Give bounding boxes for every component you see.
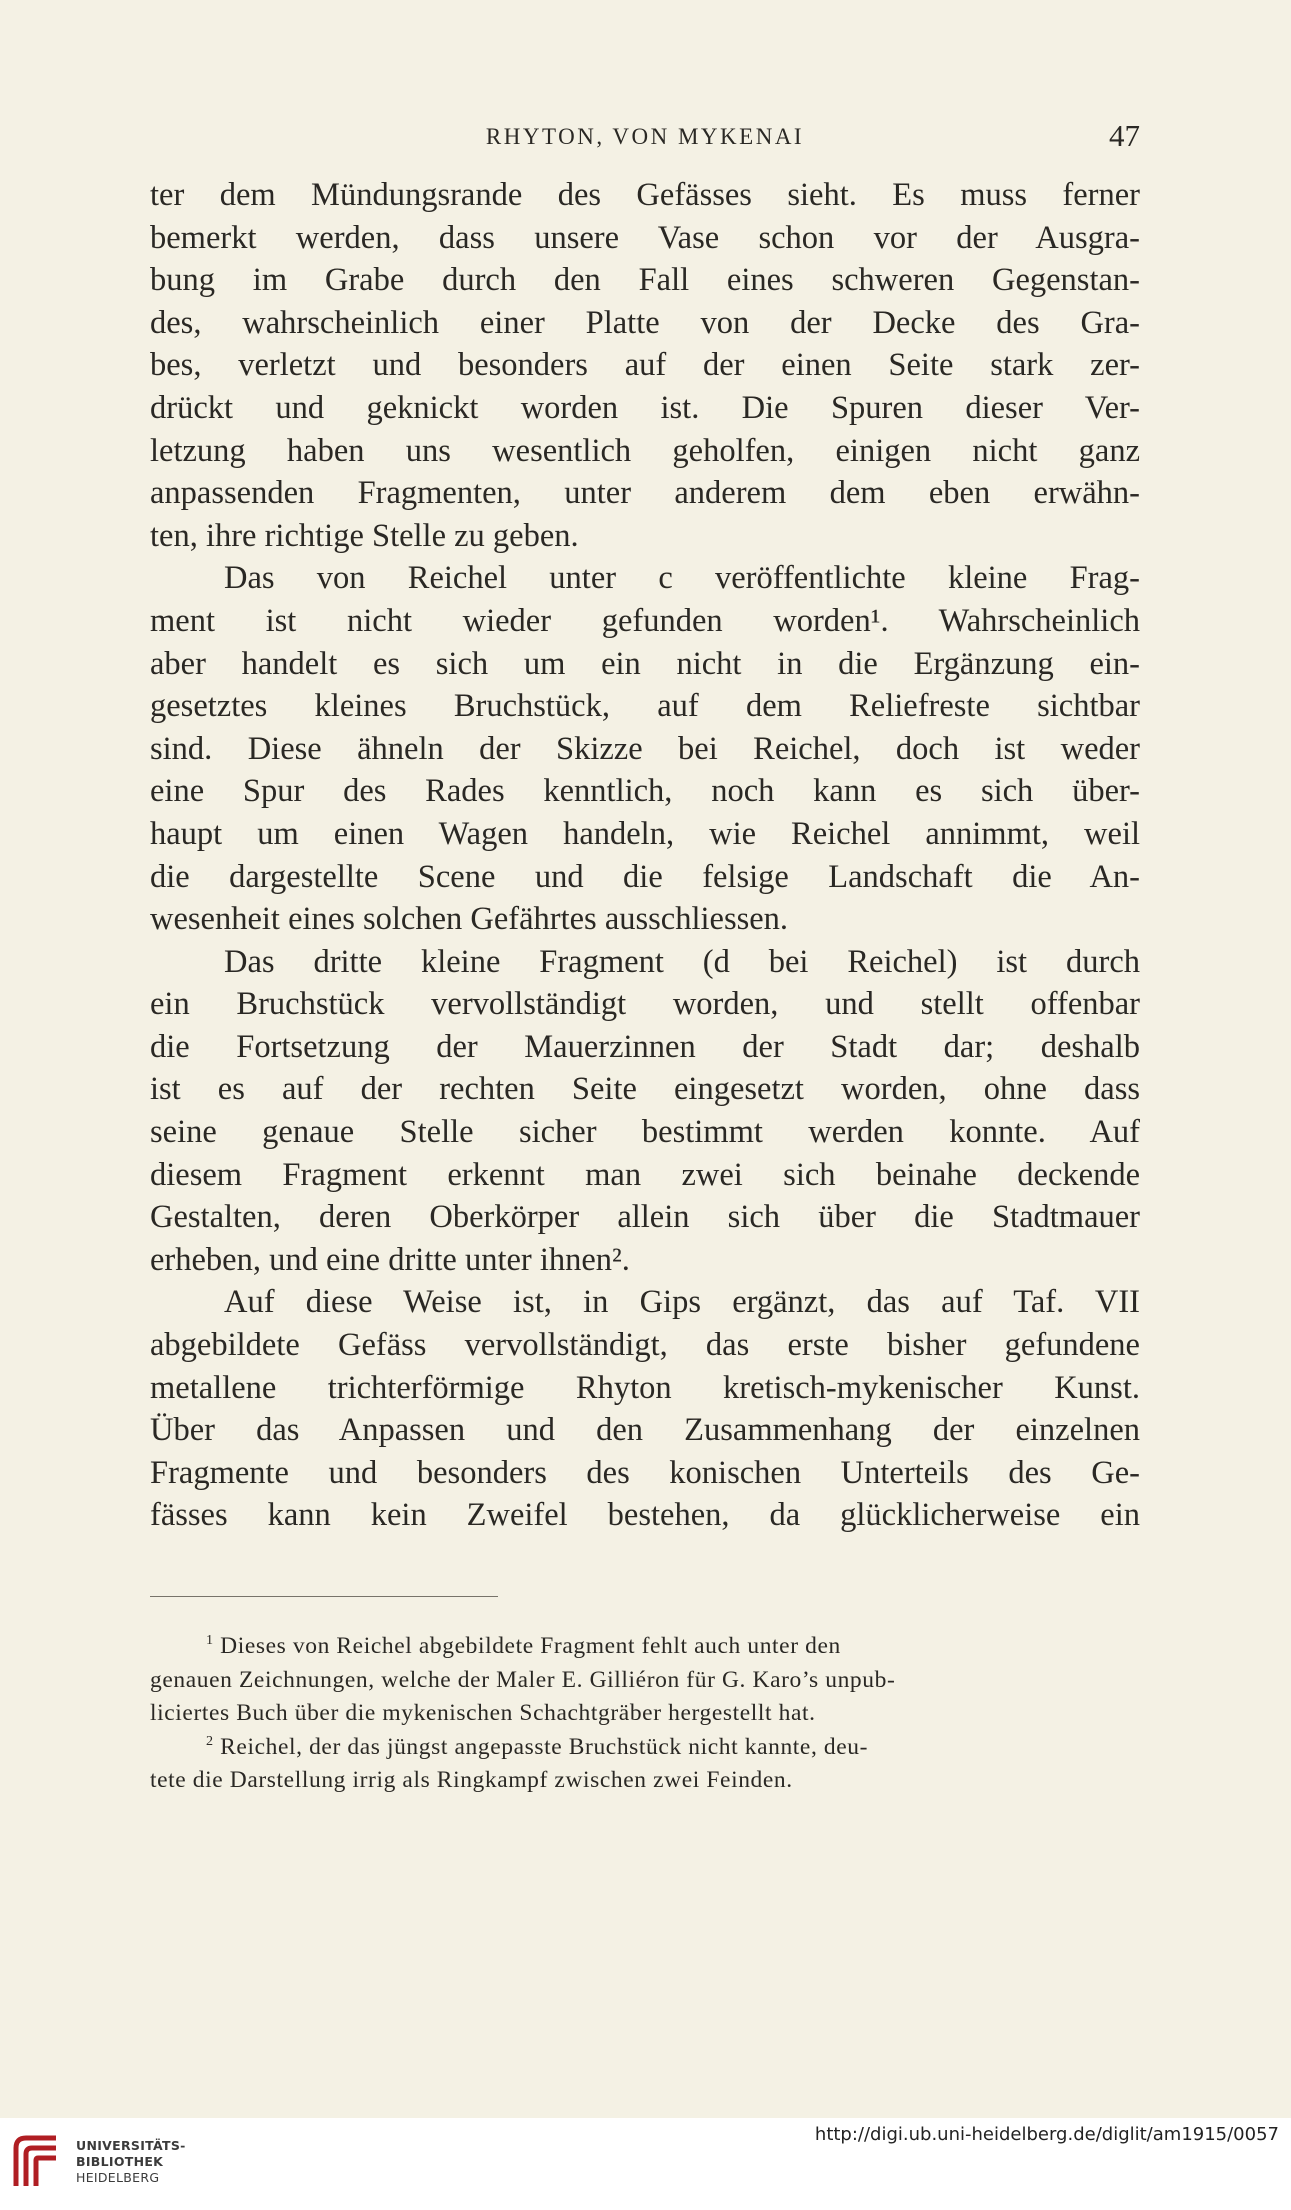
- text-line: anpassenden Fragmenten, unter anderem dem eben erwähn-: [150, 475, 1140, 512]
- text-line: ment ist nicht wieder gefunden worden¹. Wahrscheinlich: [150, 602, 1140, 639]
- body-text: [150, 174, 1140, 1537]
- text-line: des, wahrscheinlich einer Platte von der Decke des Gra-: [150, 304, 1140, 341]
- footnote: [150, 1731, 1140, 1798]
- footnote-text: Dieses von Reichel abgebildete Fragment fehlt auch unter den: [220, 1633, 841, 1659]
- footnote-marker: 2: [206, 1732, 214, 1749]
- running-title: RHYTON, VON MYKENAI: [485, 124, 805, 149]
- footnote-line: liciertes Buch über die mykenischen Schachtgräber hergestellt hat.: [150, 1700, 816, 1726]
- footnote-separator: [150, 1596, 498, 1597]
- text-line: Das von Reichel unter c veröffentlichte kleine Frag-: [224, 560, 1140, 597]
- text-line: sind. Diese ähneln der Skizze bei Reichel, doch ist weder: [150, 730, 1140, 767]
- footnote-line: [150, 1630, 1140, 1664]
- institution-name: [76, 2138, 186, 2186]
- text-line: drückt und geknickt worden ist. Die Spuren dieser Ver-: [150, 389, 1140, 426]
- text-line: Über das Anpassen und den Zusammenhang der einzelnen: [150, 1412, 1140, 1449]
- permalink-url[interactable]: http://digi.ub.uni-heidelberg.de/diglit/am1915/0057: [814, 2124, 1279, 2145]
- viewer-footer: [0, 2118, 1291, 2210]
- text-line: die dargestellte Scene und die felsige Landschaft die An-: [150, 858, 1140, 895]
- text-line: ein Bruchstück vervollständigt worden, und stellt offenbar: [150, 986, 1140, 1023]
- library-logo-icon[interactable]: [12, 2134, 64, 2194]
- footnote-line: tete die Darstellung irrig als Ringkampf zwischen zwei Feinden.: [150, 1767, 793, 1793]
- footnote: [150, 1630, 1140, 1731]
- text-line: abgebildete Gefäss vervollständigt, das erste bisher gefundene: [150, 1327, 1140, 1364]
- institution-line: BIBLIOTHEK: [76, 2154, 164, 2169]
- text-line: bung im Grabe durch den Fall eines schweren Gegenstan-: [150, 262, 1140, 299]
- running-head: [150, 118, 1140, 158]
- text-line: Gestalten, deren Oberkörper allein sich über die Stadtmauer: [150, 1199, 1140, 1236]
- text-line: Das dritte kleine Fragment (d bei Reichel) ist durch: [224, 943, 1140, 980]
- footnote-marker: 1: [206, 1632, 214, 1649]
- paragraph: [150, 941, 1140, 1282]
- footnote-text: Reichel, der das jüngst angepasste Bruchstück nicht kannte, deu-: [220, 1733, 869, 1760]
- text-line: Fragmente und besonders des konischen Unterteils des Ge-: [150, 1454, 1140, 1491]
- institution-line: UNIVERSITÄTS-: [76, 2138, 186, 2153]
- paragraph: [150, 1281, 1140, 1537]
- text-line: ter dem Mündungsrande des Gefässes sieht. Es muss ferner: [150, 177, 1140, 213]
- institution-line: HEIDELBERG: [76, 2170, 160, 2185]
- page-number: 47: [1109, 118, 1140, 153]
- text-line: die Fortsetzung der Mauerzinnen der Stadt dar; deshalb: [150, 1028, 1140, 1065]
- text-line: eine Spur des Rades kenntlich, noch kann es sich über-: [150, 773, 1140, 810]
- paragraph: [150, 557, 1140, 940]
- text-line: metallene trichterförmige Rhyton kretisch-mykenischer Kunst.: [150, 1369, 1140, 1406]
- text-line: haupt um einen Wagen handeln, wie Reichel annimmt, weil: [150, 815, 1140, 852]
- text-line: ten, ihre richtige Stelle zu geben.: [150, 517, 579, 554]
- text-line: erheben, und eine dritte unter ihnen².: [150, 1241, 630, 1278]
- text-line: bes, verletzt und besonders auf der einen Seite stark zer-: [150, 347, 1140, 384]
- text-line: aber handelt es sich um ein nicht in die Ergänzung ein-: [150, 645, 1140, 682]
- text-line: ist es auf der rechten Seite eingesetzt worden, ohne dass: [150, 1071, 1140, 1108]
- text-line: wesenheit eines solchen Gefährtes ausschliessen.: [150, 901, 789, 938]
- footnote-line: genauen Zeichnungen, welche der Maler E. Gilliéron für G. Karo’s unpub-: [150, 1666, 896, 1693]
- text-line: letzung haben uns wesentlich geholfen, einigen nicht ganz: [150, 432, 1140, 469]
- text-line: bemerkt werden, dass unsere Vase schon vor der Ausgra-: [150, 219, 1140, 256]
- footnote-line: [150, 1731, 1140, 1765]
- text-line: diesem Fragment erkennt man zwei sich beinahe deckende: [150, 1156, 1140, 1193]
- paragraph: [150, 174, 1140, 557]
- text-line: fässes kann kein Zweifel bestehen, da glücklicherweise ein: [150, 1497, 1140, 1534]
- footnotes: [150, 1630, 1140, 1798]
- text-line: gesetztes kleines Bruchstück, auf dem Reliefreste sichtbar: [150, 688, 1140, 725]
- text-line: seine genaue Stelle sicher bestimmt werden konnte. Auf: [150, 1114, 1140, 1151]
- text-line: Auf diese Weise ist, in Gips ergänzt, das auf Taf. VII: [224, 1284, 1140, 1321]
